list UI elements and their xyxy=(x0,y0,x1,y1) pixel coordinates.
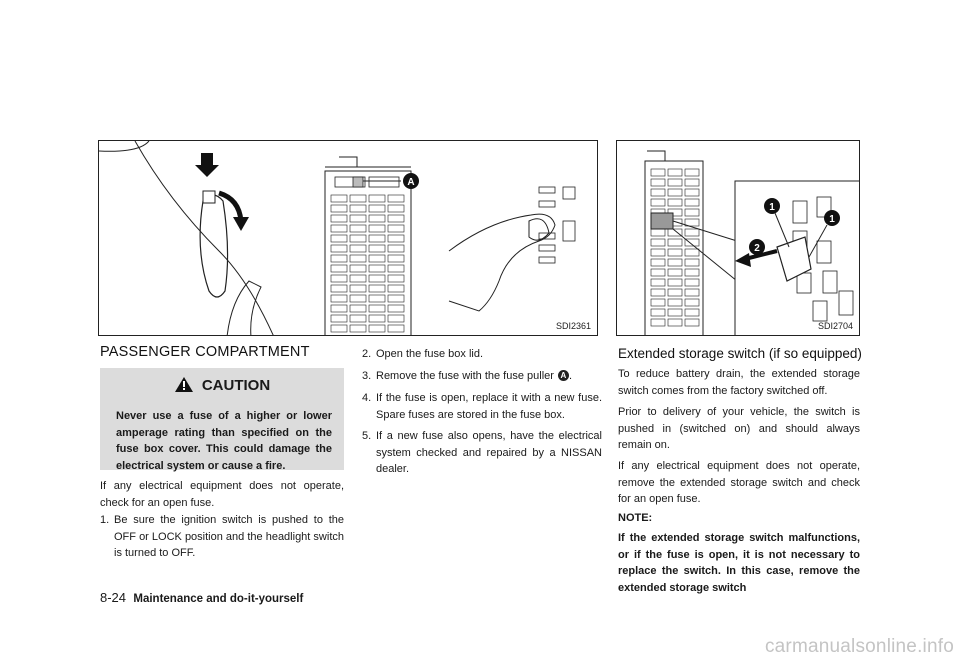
warning-triangle-icon xyxy=(174,376,194,397)
step-1 xyxy=(100,512,344,562)
step-number: 1. xyxy=(100,514,110,526)
callout-2-label: 2 xyxy=(754,243,760,254)
switch-removal-drawing xyxy=(617,141,860,336)
step-3: 3. Remove the fuse with the fuse puller A . xyxy=(362,370,572,382)
callout-1-label: 1 xyxy=(769,202,775,213)
section-heading: PASSENGER COMPARTMENT xyxy=(100,344,310,360)
page-footer xyxy=(100,590,303,605)
step-2: 2. Open the fuse box lid. xyxy=(362,348,484,360)
watermark-text: carmanualsonline.info xyxy=(764,636,954,657)
section-name: Maintenance and do-it-yourself xyxy=(133,593,304,605)
page-number: 8-24 xyxy=(100,590,127,605)
note-label: NOTE: xyxy=(618,512,653,524)
paragraph-3: If any electrical equipment does not operate, remove the extended storage switch and check for an open fuse. xyxy=(618,460,860,505)
note-text: If the extended storage switch malfunctions, or if the fuse is open, it is not necessary to replace the switch. In this case, remove the extended storage switch xyxy=(618,532,860,594)
caution-title: CAUTION xyxy=(201,377,271,394)
paragraph-1: To reduce battery drain, the extended storage switch comes from the factory switched off. xyxy=(618,368,860,397)
callout-1b-label: 1 xyxy=(829,214,835,225)
caution-box xyxy=(100,368,344,470)
subsection-heading: Extended storage switch (if so equipped) xyxy=(618,346,862,361)
callout-a-symbol: A xyxy=(558,370,569,381)
figure-code-right: SDI2704 xyxy=(817,321,853,331)
caution-text: Never use a fuse of a higher or lower amperage rating than specified on the fuse box cover. This could damage the electrical system or cause a fire. xyxy=(116,410,332,472)
step-5: 5. If a new fuse also opens, have the electrical system checked and repaired by a NISSAN dealer. xyxy=(362,430,602,475)
extended-storage-switch-illustration xyxy=(616,140,860,336)
step-text: Be sure the ignition switch is pushed to the OFF or LOCK position and the headlight switch is turned to OFF. xyxy=(114,514,344,559)
paragraph-2: Prior to delivery of your vehicle, the switch is pushed in (switched on) and should always remain on. xyxy=(618,406,860,451)
step-4: 4. If the fuse is open, replace it with a new fuse. Spare fuses are stored in the fuse box. xyxy=(362,392,602,421)
fuse-box-illustration xyxy=(98,140,598,336)
figure-code-left: SDI2361 xyxy=(555,321,591,331)
callout-a-label: A xyxy=(407,177,415,188)
fuse-removal-drawing xyxy=(99,141,598,336)
intro-paragraph: If any electrical equipment does not operate, check for an open fuse. xyxy=(100,480,344,509)
